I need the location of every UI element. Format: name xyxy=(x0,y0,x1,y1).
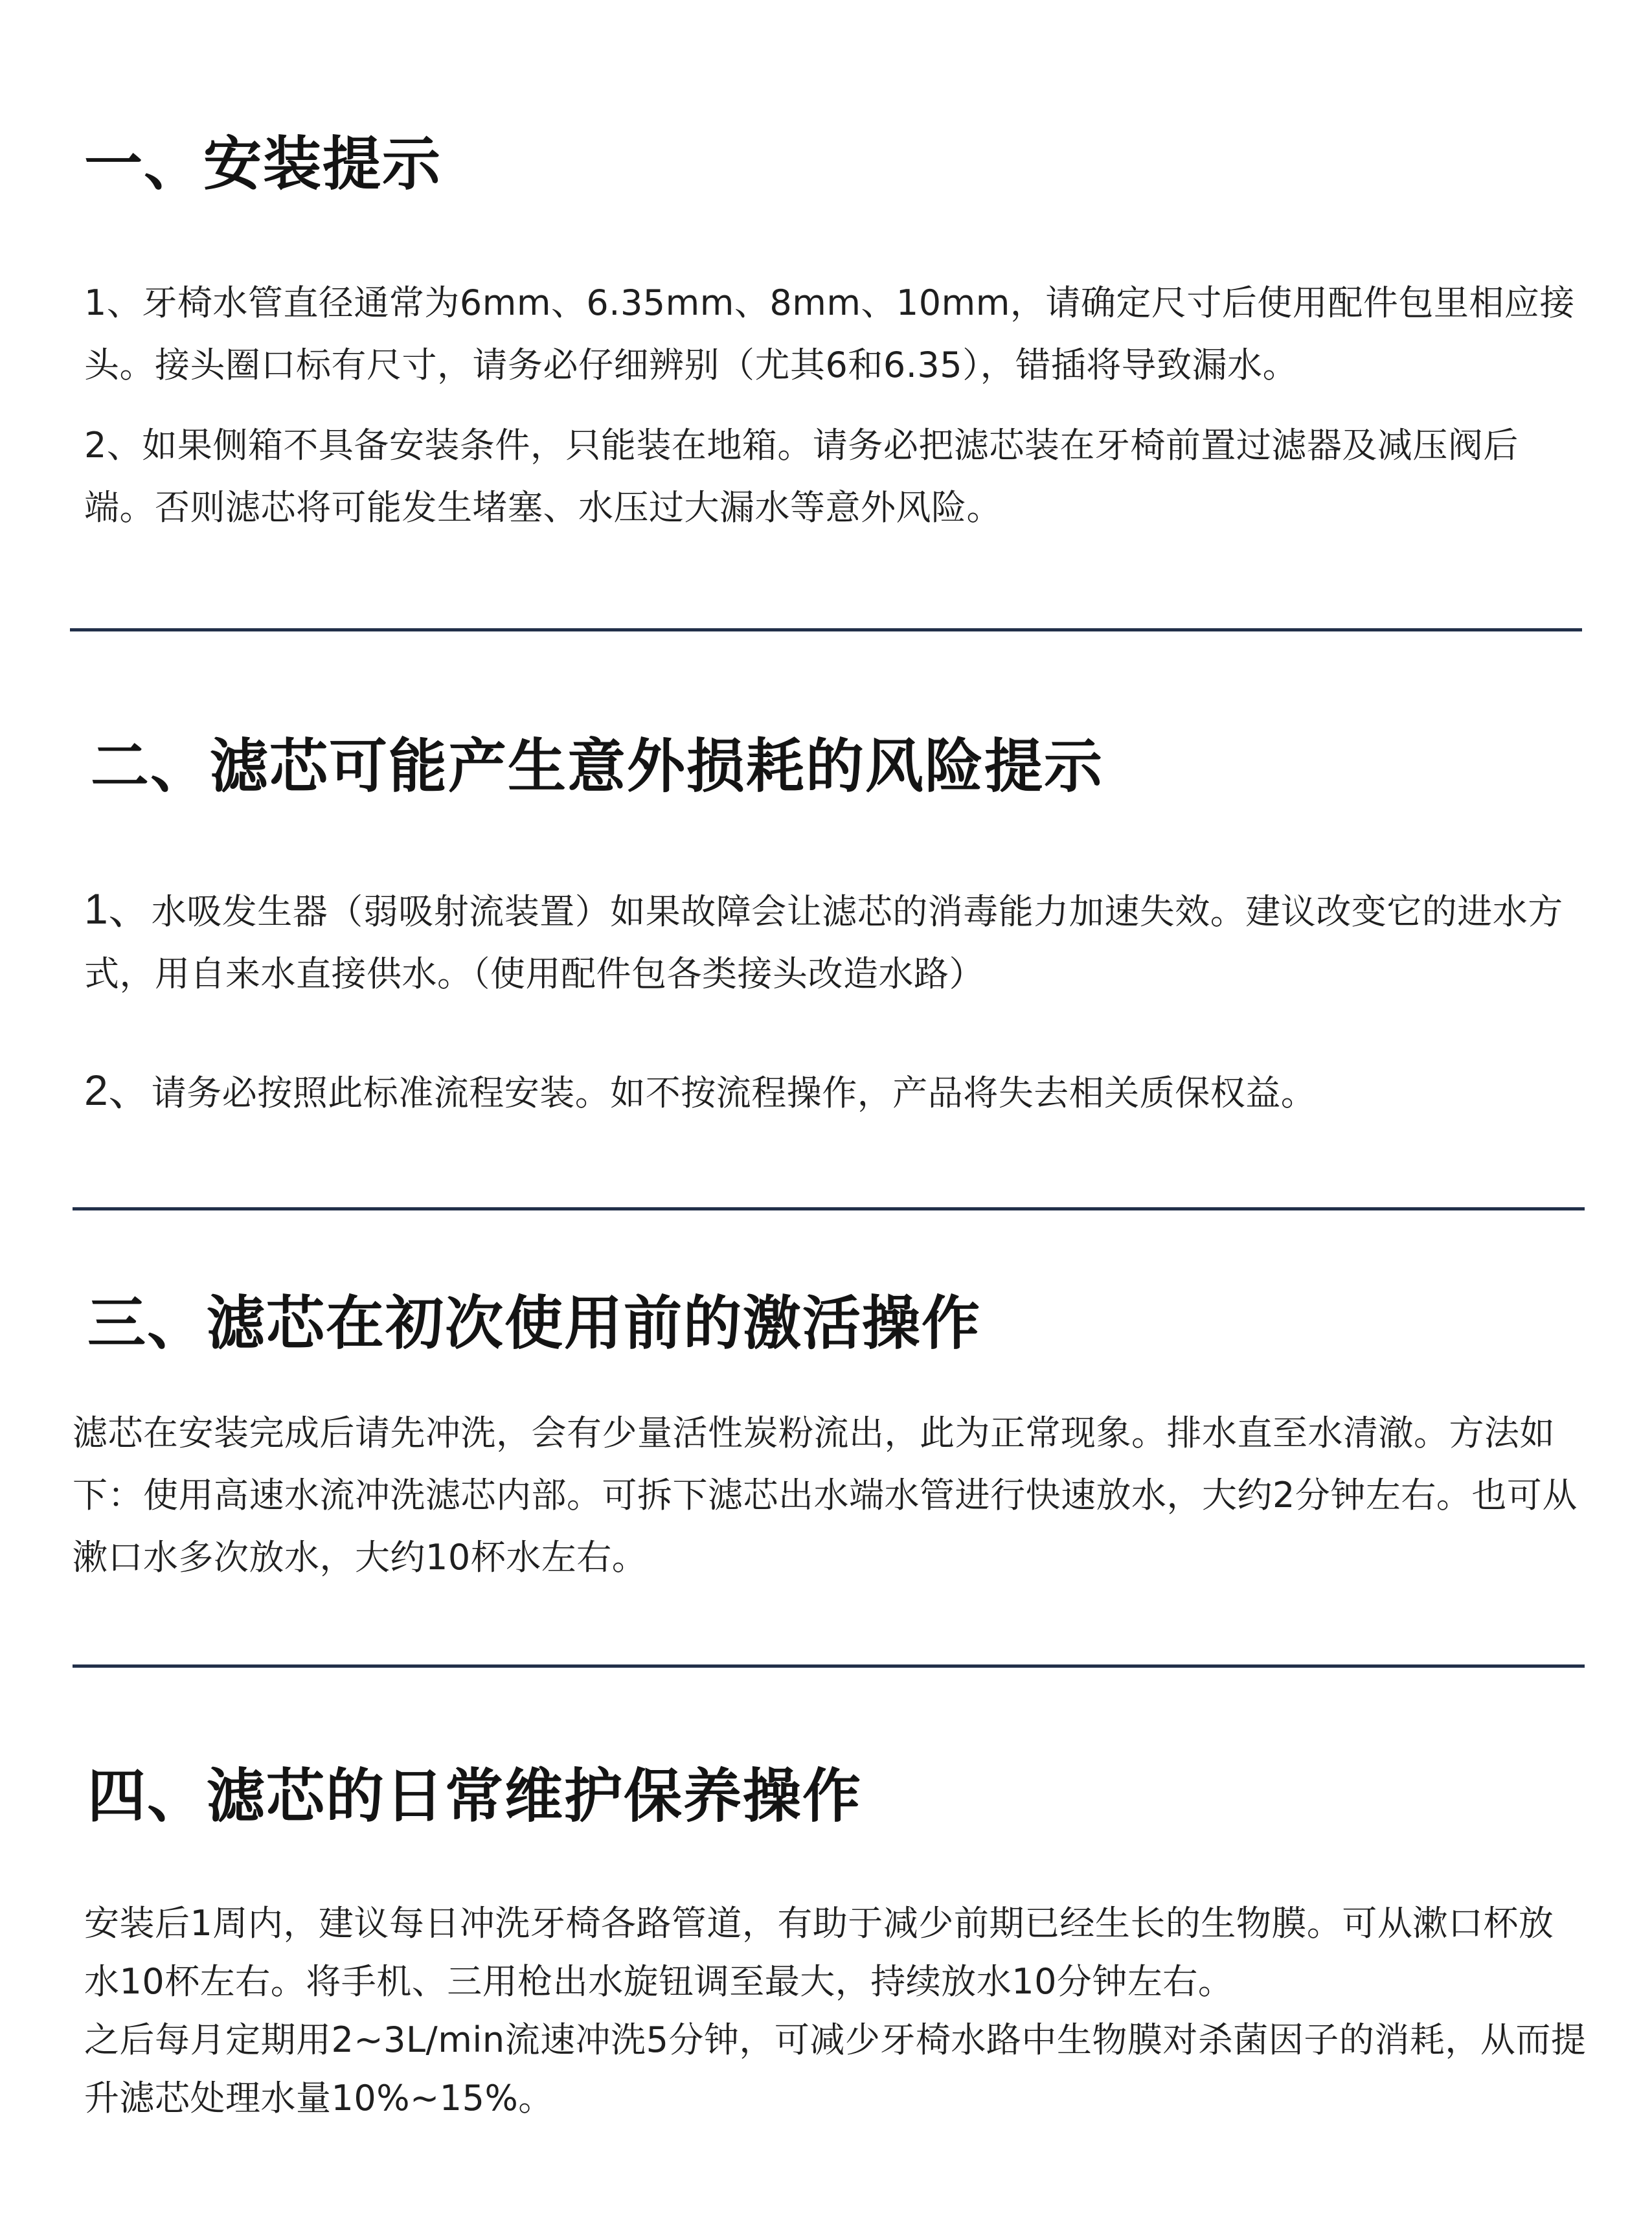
divider-3 xyxy=(73,1664,1585,1668)
divider-1 xyxy=(70,628,1582,631)
section-4-paragraph-1: 安装后1周内，建议每日冲洗牙椅各路管道，有助于减少前期已经生长的生物膜。可从漱口杯放水10杯左右。将手机、三用枪出水旋钮调至最大，持续放水10分钟左右。 xyxy=(84,1903,1554,2002)
section-2-item-2-number: 2、 xyxy=(84,1066,152,1114)
section-2-item-1-number: 1、 xyxy=(84,885,152,933)
section-2-item-2 xyxy=(84,1059,1587,1124)
section-2-item-2-text: 请务必按照此标准流程安装。如不按流程操作，产品将失去相关质保权益。 xyxy=(151,1073,1317,1113)
section-3-paragraph-1: 滤芯在安装完成后请先冲洗，会有少量活性炭粉流出，此为正常现象。排水直至水清澈。方法如下：使用高速水流冲洗滤芯内部。可拆下滤芯出水端水管进行快速放水，大约2分钟左右。也可从漱口水多次放水，大约10杯水左右。 xyxy=(73,1413,1578,1578)
section-4-heading: 四、滤芯的日常维护保养操作 xyxy=(87,1762,862,1830)
section-1-paragraph-2: 2、如果侧箱不具备安装条件，只能装在地箱。请务必把滤芯装在牙椅前置过滤器及减压阀后端。否则滤芯将可能发生堵塞、水压过大漏水等意外风险。 xyxy=(84,425,1519,528)
section-2-item-1 xyxy=(84,878,1587,1005)
section-1-heading: 一、安装提示 xyxy=(84,130,442,198)
section-4-paragraph-2: 之后每月定期用2~3L/min流速冲洗5分钟，可减少牙椅水路中生物膜对杀菌因子的消耗，从而提升滤芯处理水量10%~15%。 xyxy=(84,2019,1587,2118)
section-2-heading: 二、滤芯可能产生意外损耗的风险提示 xyxy=(91,733,1103,801)
section-2-item-1-text: 水吸发生器（弱吸射流装置）如果故障会让滤芯的消毒能力加速失效。建议改变它的进水方式，用自来水直接供水。（使用配件包各类接头改造水路） xyxy=(84,891,1563,994)
divider-2 xyxy=(73,1207,1585,1210)
section-1-paragraph-1: 1、牙椅水管直径通常为6mm、6.35mm、8mm、10mm，请确定尺寸后使用配件包里相应接头。接头圈口标有尺寸，请务必仔细辨别（尤其6和6.35），错插将导致漏水。 xyxy=(84,282,1575,385)
section-3-heading: 三、滤芯在初次使用前的激活操作 xyxy=(87,1289,981,1357)
